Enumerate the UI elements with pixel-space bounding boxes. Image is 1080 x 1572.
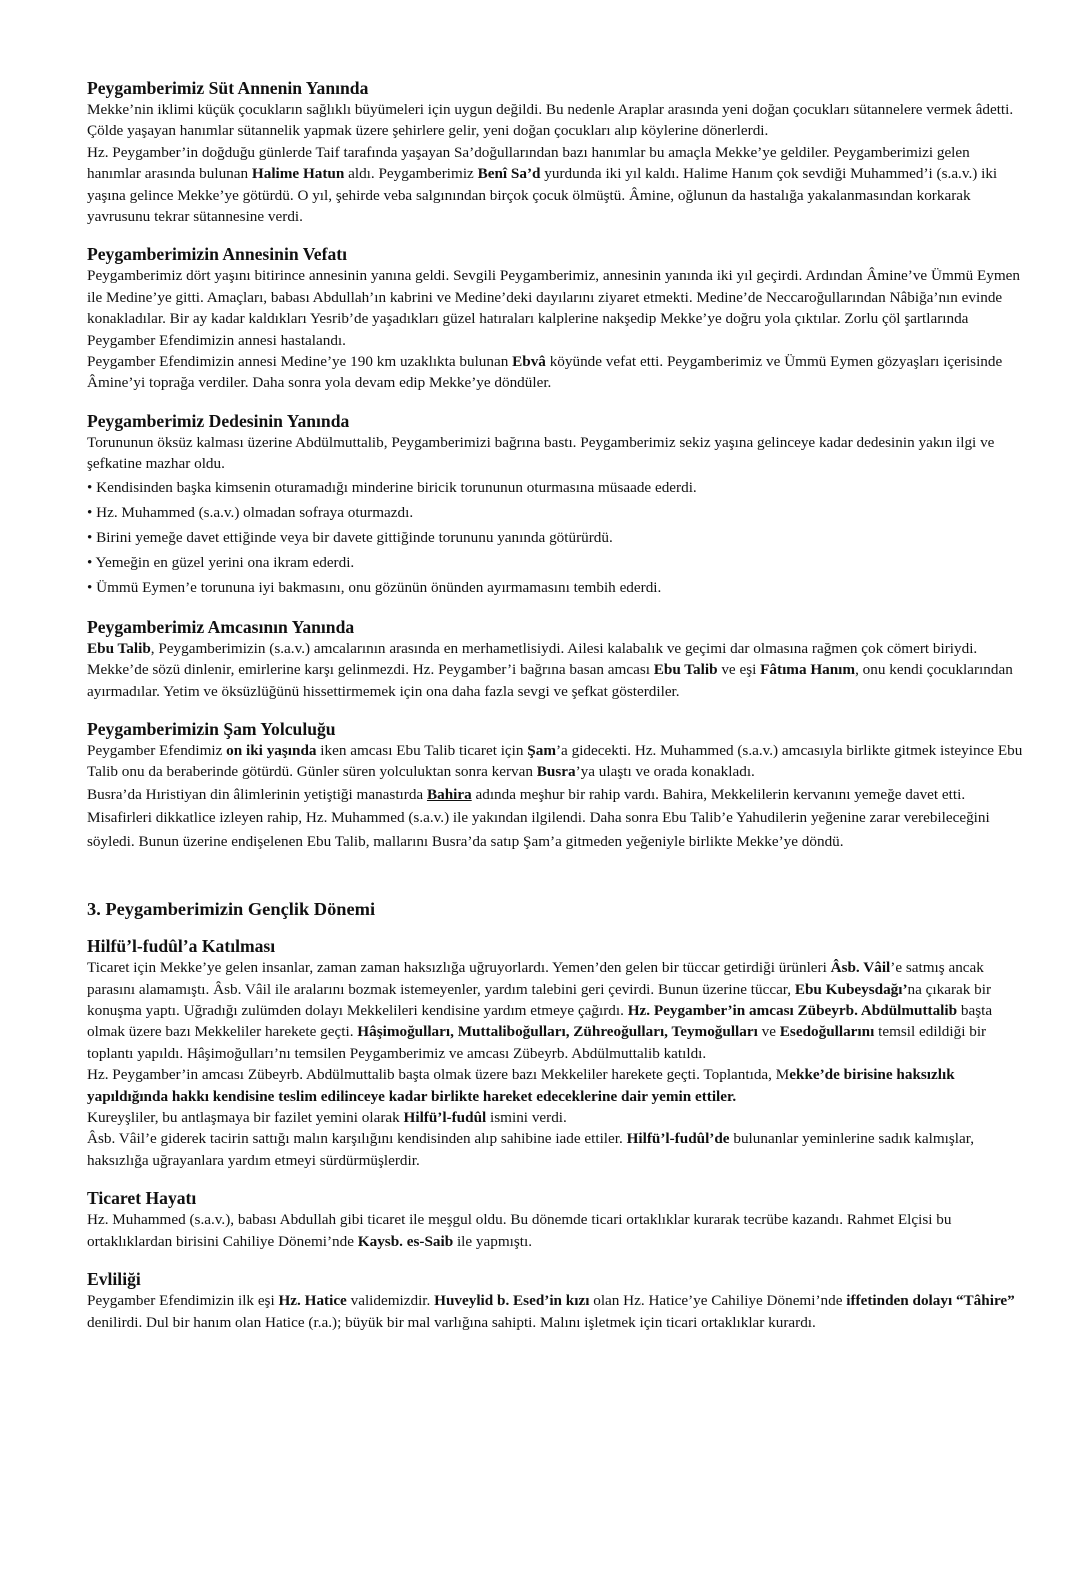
paragraph: Peygamber Efendimiz on iki yaşında iken amcası Ebu Talib ticaret için Şam’a gidecekti. Hz. Muhammed (s.a.v.) amcasıyla birlikte gitmek isteyince Ebu Talib onu da beraberinde götürdü. Günler süren yolculuktan sonra kervan Busra’ya ulaştı ve orada konakladı. <box>87 741 1023 781</box>
section-anne-vefat <box>87 243 1027 393</box>
document-page <box>87 77 1027 1333</box>
paragraph: Peygamberimiz dört yaşını bitirince annesinin yanına geldi. Sevgili Peygamberimiz, annesinin yanında iki yıl geçirdi. Ardından Âmine’ve Ümmü Eymen ile Medine’ye gitti. Amaçları, babası Abdullah’ın kabrini ve Medine’deki dayılarını ziyaret etmekti. Medine’de Neccaroğullarından Nâbiğa’nın evinde konakladılar. Bir ay kadar kaldıkları Yesrib’de yaşadıkları güzel hatıraları kalplerine nakşedip Mekke’ye doğru yola çıktılar. Zorlu çöl şartlarında Peygamber Efendimizin annesi hastalandı. <box>87 267 1020 349</box>
chapter-heading: 3. Peygamberimizin Gençlik Dönemi <box>87 899 376 920</box>
section-heading: Hilfü’l-fudûl’a Katılması <box>87 936 276 957</box>
paragraph: Âsb. Vâil’e giderek tacirin sattığı malın karşılığını kendisinden alıp sahibine iade ettiler. Hilfü’l-fudûl’de bulunanlar yeminlerine sadık kalmışlar, haksızlığa uğrayanlara yardım etmeyi sürdürmüşlerdir. <box>87 1130 974 1169</box>
section-amca <box>87 616 1027 702</box>
paragraph: Ticaret için Mekke’ye gelen insanlar, zaman zaman haksızlığa uğruyorlardı. Yemen’den gelen bir tüccar getirdiği ürünleri Âsb. Vâil’e satmış ancak parasını alamamıştı. Âsb. Vâil ile aralarını bozmak istemeyenler, yardım talebini geri çevirdi. Bunun üzerine tüccar, Ebu Kubeysdağı’na çıkarak bir konuşma yaptı. Uğradığı zulümden dolayı Mekkelileri kendisine yardım etmeye çağırdı. Hz. Peygamber’in amcası Zübeyrb. Abdülmuttalib başta olmak üzere bazı Mekkeliler harekete geçti. Hâşimoğulları, Muttaliboğulları, Zühreoğulları, Teymoğulları ve Esedoğullarını temsil edildiği bir toplantı yapıldı. Hâşimoğulları’nı temsilen Peygamberimiz ve amcası Zübeyrb. Abdülmuttalib katıldı. <box>87 959 993 1062</box>
section-sut-anne <box>87 77 1027 227</box>
list-item: • Birini yemeğe davet ettiğinde veya bir davete gittiğinde torununu yanında götürürdü. <box>87 528 613 546</box>
section-heading: Peygamberimiz Süt Annenin Yanında <box>87 78 369 98</box>
paragraph: Mekke’nin iklimi küçük çocukların sağlıklı büyümeleri için uygun değildi. Bu nedenle Araplar arasında yeni doğan çocukları sütannelere vermek âdetti. Çölde yaşayan hanımlar sütannelik yapmak üzere şehirlere gelir, yeni doğan çocukları alıp köylerine dönerlerdi. <box>87 101 1014 140</box>
paragraph: Busra’da Hıristiyan din âlimlerinin yetiştiği manastırda Bahira adında meşhur bir rahip vardı. Bahira, Mekkelilerin kervanını yemeğe davet etti. Misafirleri dikkatlice izleyen rahip, Hz. Muhammed (s.a.v.) ile yakından ilgilendi. Daha sonra Ebu Talib’e Yahudilerin yeğenine zarar verebileceğini söyledi. Bunun üzerine endişelenen Ebu Talib, mallarını Busra’da satıp Şam’a gitmeden yeğeniyle birlikte Mekke’ye döndü. <box>87 785 990 850</box>
section-evliligi <box>87 1268 1027 1333</box>
section-hilful-fudul <box>87 935 1027 1171</box>
list-item: • Hz. Muhammed (s.a.v.) olmadan sofraya oturmazdı. <box>87 503 414 521</box>
paragraph: Hz. Peygamber’in doğduğu günlerde Taif tarafında yaşayan Sa’doğullarından bazı hanımlar bu amaçla Mekke’ye geldiler. Peygamberimizi gelen hanımlar arasında bulunan Halime Hatun aldı. Peygamberimiz Benî Sa’d yurdunda iki yıl kaldı. Halime Hanım çok sevdiği Muhammed’i (s.a.v.) iki yaşına gelince Mekke’ye götürdü. O yıl, şehirde veba salgınından birçok çocuk ölmüştü. Âmine, oğlunun da hastalığa yakalanmasından korkarak yavrusunu tekrar sütannesine verdi. <box>87 143 998 226</box>
paragraph: Torununun öksüz kalması üzerine Abdülmuttalib, Peygamberimizi bağrına bastı. Peygamberimiz sekiz yaşına gelinceye kadar dedesinin yakın ilgi ve şefkatine mazhar oldu. <box>87 433 995 473</box>
section-heading: Peygamberimizin Annesinin Vefatı <box>87 244 348 265</box>
section-sam-yolculugu <box>87 718 1027 853</box>
list-item: • Ümmü Eymen’e torununa iyi bakmasını, onu gözünün önünden ayırmamasını tembih ederdi. <box>87 578 662 596</box>
list-item: • Yemeğin en güzel yerini ona ikram ederdi. <box>87 553 355 571</box>
section-dede <box>87 410 1027 600</box>
paragraph: Hz. Muhammed (s.a.v.), babası Abdullah gibi ticaret ile meşgul oldu. Bu dönemde ticari ortaklıklar kurarak tecrübe kazandı. Rahmet Elçisi bu ortaklıklardan birisini Cahiliye Dönemi’nde Kaysb. es-Saib ile yapmıştı. <box>87 1211 952 1250</box>
section-heading: Peygamberimiz Dedesinin Yanında <box>87 410 350 431</box>
section-heading: Peygamberimiz Amcasının Yanında <box>87 616 355 637</box>
paragraph: Hz. Peygamber’in amcası Zübeyrb. Abdülmuttalib başta olmak üzere bazı Mekkeliler harekete geçti. Toplantıda, Mekke’de birisine haksızlık yapıldığında hakkı kendisine teslim edilinceye kadar birlikte hareket edeceklerine dair yemin ettiler. <box>87 1066 955 1105</box>
paragraph: Peygamber Efendimizin ilk eşi Hz. Hatice validemizdir. Huveylid b. Esed’in kızı olan Hz. Hatice’ye Cahiliye Dönemi’nde iffetinden dolayı “Tâhire” denilirdi. Dul bir hanım olan Hatice (r.a.); büyük bir mal varlığına sahipti. Malını işletmek için ticari ortaklıklar kurardı. <box>87 1292 1015 1331</box>
section-ticaret <box>87 1187 1027 1252</box>
section-heading: Ticaret Hayatı <box>87 1188 197 1209</box>
paragraph: Kureyşliler, bu antlaşmaya bir fazilet yemini olarak Hilfü’l-fudûl ismini verdi. <box>87 1109 567 1127</box>
list-item: • Kendisinden başka kimsenin oturamadığı minderine biricik torununun oturmasına müsaade ederdi. <box>87 478 697 496</box>
paragraph: Ebu Talib, Peygamberimizin (s.a.v.) amcalarının arasında en merhametlisiydi. Ailesi kalabalık ve geçimi dar olmasına rağmen çok cömert biriydi. Mekke’de sözü dinlenir, emirlerine karşı gelinmezdi. Hz. Peygamber’i bağrına basan amcası Ebu Talib ve eşi Fâtıma Hanım, onu kendi çocuklarından ayırmadılar. Yetim ve öksüzlüğünü hissettirmemek için ona daha fazla sevgi ve şefkat gösterdiler. <box>87 639 1013 700</box>
paragraph: Peygamber Efendimizin annesi Medine’ye 190 km uzaklıkta bulunan Ebvâ köyünde vefat etti. Peygamberimiz ve Ümmü Eymen gözyaşları içerisinde Âmine’yi toprağa verdiler. Daha sonra yola devam edip Mekke’ye döndüler. <box>87 353 1003 392</box>
section-heading: Peygamberimizin Şam Yolculuğu <box>87 718 336 739</box>
section-heading: Evliliği <box>87 1269 141 1290</box>
